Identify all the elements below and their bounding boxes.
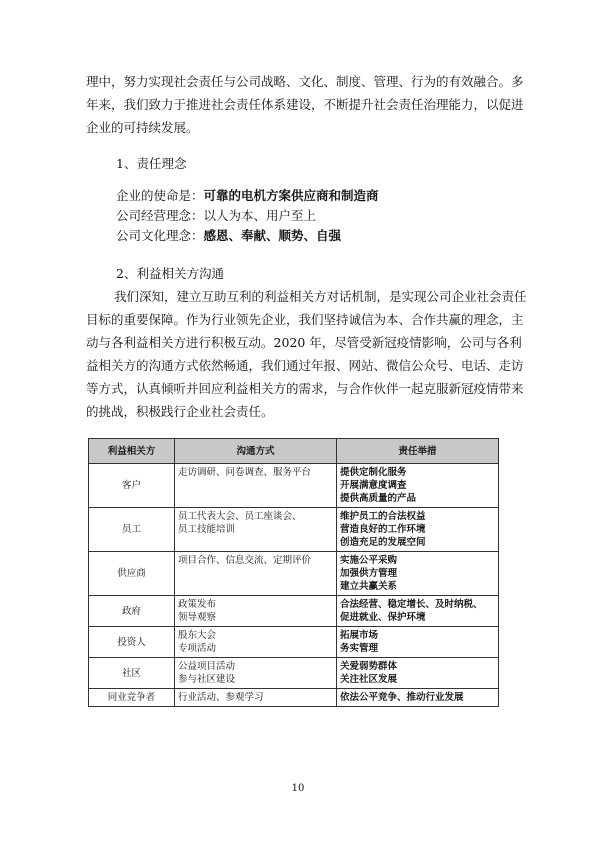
table-header-row bbox=[89, 439, 499, 464]
method-line: 政策发布 bbox=[178, 599, 217, 610]
mission-value: 可靠的电机方案供应商和制造商 bbox=[203, 188, 379, 203]
header-method: 沟通方式 bbox=[175, 439, 337, 464]
stakeholder-name: 社区 bbox=[89, 658, 175, 689]
method-line: 员工技能培训 bbox=[178, 524, 236, 535]
intro-line: 理中，努力实现社会责任与公司战略、文化、制度、管理、行为的有效融合。多 bbox=[86, 74, 524, 89]
section1-heading: 1、责任理念 bbox=[116, 156, 187, 171]
method-line: 专项活动 bbox=[178, 643, 217, 654]
stakeholder-paragraph bbox=[86, 285, 527, 423]
paragraph-line-text: 我们深知，建立互助互利的利益相关方对话机制，是实现公司企业社会责任 bbox=[114, 289, 527, 304]
paragraph-line: 动与各利益相关方进行积极互动。2020 年，尽管受新冠疫情影响，公司与各利 bbox=[86, 335, 522, 350]
action-line: 开展满意度调查 bbox=[340, 480, 407, 491]
responsibility-actions bbox=[337, 552, 499, 596]
method-line: 员工代表大会、员工座谈会、 bbox=[178, 511, 302, 522]
intro-paragraph bbox=[86, 70, 524, 139]
action-line: 建立共赢关系 bbox=[340, 581, 398, 592]
stakeholder-name: 同业竞争者 bbox=[89, 689, 175, 707]
action-line: 拓展市场 bbox=[340, 630, 379, 641]
table-row bbox=[89, 596, 499, 627]
communication-methods bbox=[175, 552, 337, 596]
method-line: 参与社区建设 bbox=[178, 674, 236, 685]
method-line: 股东大会 bbox=[178, 630, 217, 641]
action-line: 合法经营、稳定增长、及时纳税、 bbox=[340, 599, 483, 610]
business-philosophy-label: 公司经营理念： bbox=[116, 208, 204, 223]
philosophy-list bbox=[116, 186, 379, 246]
method-line: 公益项目活动 bbox=[178, 661, 236, 672]
paragraph-line: 益相关方的沟通方式依然畅通，我们通过年报、网站、微信公众号、电话、走访 bbox=[86, 358, 524, 373]
communication-methods bbox=[175, 508, 337, 552]
table-row bbox=[89, 658, 499, 689]
page-number: 10 bbox=[291, 783, 305, 794]
responsibility-actions bbox=[337, 464, 499, 508]
communication-methods bbox=[175, 658, 337, 689]
stakeholder-name: 投资人 bbox=[89, 627, 175, 658]
stakeholder-name: 供应商 bbox=[89, 552, 175, 596]
header-stakeholder: 利益相关方 bbox=[89, 439, 175, 464]
stakeholder-name: 员工 bbox=[89, 508, 175, 552]
mission-row bbox=[116, 186, 379, 206]
culture-philosophy-label: 公司文化理念： bbox=[116, 228, 204, 243]
table-row bbox=[89, 689, 499, 707]
responsibility-actions bbox=[337, 627, 499, 658]
culture-philosophy-row bbox=[116, 226, 379, 246]
method-line: 走访调研、问卷调查、服务平台 bbox=[178, 467, 312, 478]
header-action: 责任举措 bbox=[337, 439, 499, 464]
action-line: 实施公平采购 bbox=[340, 555, 398, 566]
business-philosophy-value: 以人为本、用户至上 bbox=[203, 208, 317, 223]
method-line: 行业活动、参观学习 bbox=[178, 692, 264, 703]
stakeholder-table bbox=[88, 438, 499, 707]
paragraph-line: 的挑战，积极践行企业社会责任。 bbox=[86, 404, 274, 419]
stakeholder-name: 政府 bbox=[89, 596, 175, 627]
table-row bbox=[89, 552, 499, 596]
action-line: 关爱弱势群体 bbox=[340, 661, 398, 672]
culture-philosophy-value: 感恩、奉献、顺势、自强 bbox=[203, 228, 342, 243]
action-line: 促进就业、保护环境 bbox=[340, 612, 426, 623]
action-line: 营造良好的工作环境 bbox=[340, 524, 426, 535]
paragraph-line: 等方式，认真倾听并回应利益相关方的需求，与合作伙伴一起克服新冠疫情带来 bbox=[86, 381, 524, 396]
responsibility-actions bbox=[337, 689, 499, 707]
action-line: 提供定制化服务 bbox=[340, 467, 407, 478]
responsibility-actions bbox=[337, 658, 499, 689]
mission-label: 企业的使命是： bbox=[116, 188, 204, 203]
table-row bbox=[89, 464, 499, 508]
action-line: 提供高质量的产品 bbox=[340, 493, 417, 504]
action-line: 加强供方管理 bbox=[340, 568, 398, 579]
paragraph-line bbox=[86, 285, 527, 308]
communication-methods bbox=[175, 627, 337, 658]
communication-methods bbox=[175, 689, 337, 707]
action-line: 依法公平竞争、推动行业发展 bbox=[340, 692, 464, 703]
section2-heading: 2、利益相关方沟通 bbox=[116, 266, 224, 281]
business-philosophy-row bbox=[116, 206, 379, 226]
action-line: 维护员工的合法权益 bbox=[340, 511, 426, 522]
table-row bbox=[89, 508, 499, 552]
action-line: 创造充足的发展空间 bbox=[340, 537, 426, 548]
action-line: 务实管理 bbox=[340, 643, 379, 654]
communication-methods bbox=[175, 596, 337, 627]
intro-line: 企业的可持续发展。 bbox=[86, 120, 199, 135]
intro-line: 年来，我们致力于推进社会责任体系建设，不断提升社会责任治理能力，以促进 bbox=[86, 97, 524, 112]
action-line: 关注社区发展 bbox=[340, 674, 398, 685]
paragraph-line: 目标的重要保障。作为行业领先企业，我们坚持诚信为本、合作共赢的理念，主 bbox=[86, 312, 524, 327]
method-line: 领导观察 bbox=[178, 612, 217, 623]
communication-methods bbox=[175, 464, 337, 508]
stakeholder-name: 客户 bbox=[89, 464, 175, 508]
responsibility-actions bbox=[337, 596, 499, 627]
method-line: 项目合作、信息交流、定期评价 bbox=[178, 555, 312, 566]
responsibility-actions bbox=[337, 508, 499, 552]
table-row bbox=[89, 627, 499, 658]
